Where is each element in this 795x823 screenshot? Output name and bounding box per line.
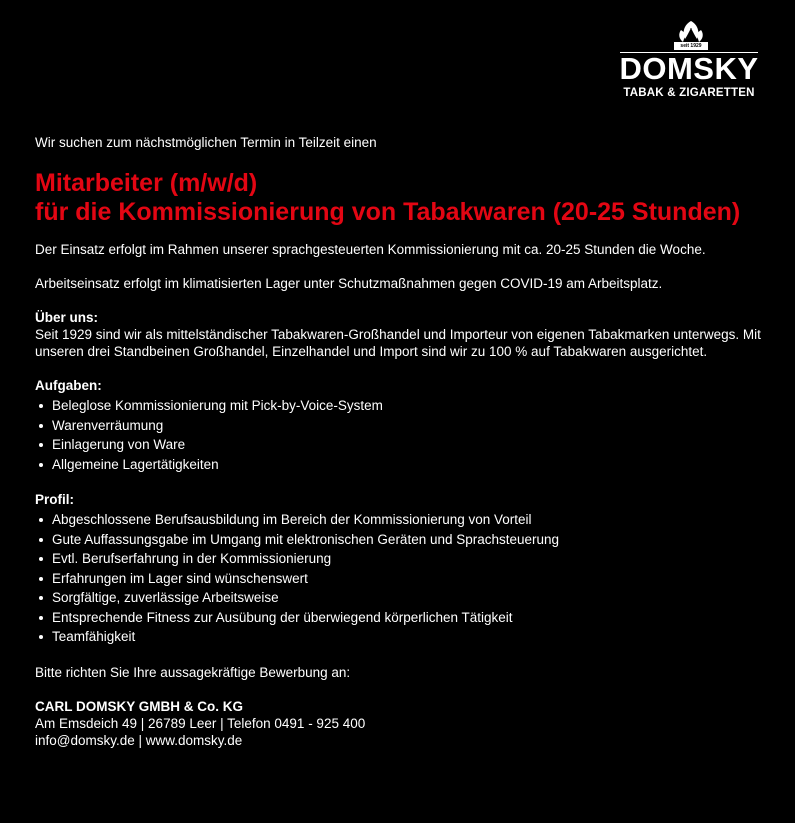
list-item: Teamfähigkeit — [52, 627, 765, 647]
list-item: Entsprechende Fitness zur Ausübung der überwiegend körperlichen Tätigkeit — [52, 608, 765, 628]
job-title-line-1: Mitarbeiter (m/w/d) — [35, 169, 258, 197]
job-ad-content — [35, 134, 765, 749]
job-title — [35, 169, 765, 227]
list-item: Warenverräumung — [52, 416, 765, 436]
einsatz-paragraph: Der Einsatz erfolgt im Rahmen unserer sprachgesteuerten Kommissionierung mit ca. 20-25 Stunden die Woche. — [35, 242, 706, 257]
company-address: Am Emsdeich 49 | 26789 Leer | Telefon 0491 - 925 400 — [35, 715, 366, 731]
job-title-line-2: für die Kommissionierung von Tabakwaren (20-25 Stunden) — [35, 198, 741, 226]
aufgaben-list — [35, 396, 765, 474]
logo-name: DOMSKY — [619, 51, 759, 86]
list-item: Gute Auffassungsgabe im Umgang mit elektronischen Geräten und Sprachsteuerung — [52, 530, 765, 550]
ueber-uns-text: Seit 1929 sind wir als mittelständischer Tabakwaren-Großhandel und Importeur von eigenen Tabakmarken unterwegs. Mit unseren drei Standbeinen Großhandel, Einzelhandel und Import sind wir zu 100 % auf Tabakwaren ausgerichtet. — [35, 327, 761, 359]
bewerbung-text: Bitte richten Sie Ihre aussagekräftige Bewerbung an: — [35, 664, 351, 680]
list-item: Allgemeine Lagertätigkeiten — [52, 455, 765, 475]
ueber-uns-title: Über uns: — [35, 310, 99, 325]
intro-text: Wir suchen zum nächstmöglichen Termin in Teilzeit einen — [35, 135, 377, 150]
logo-seit-badge: seit 1929 — [674, 42, 708, 50]
list-item: Erfahrungen im Lager sind wünschenswert — [52, 569, 765, 589]
list-item: Evtl. Berufserfahrung in der Kommissionierung — [52, 549, 765, 569]
logo-tagline: TABAK & ZIGARETTEN — [623, 87, 755, 99]
list-item: Beleglose Kommissionierung mit Pick-by-Voice-System — [52, 396, 765, 416]
company-name: CARL DOMSKY GMBH & Co. KG — [35, 698, 244, 714]
arbeitseinsatz-paragraph: Arbeitseinsatz erfolgt im klimatisierten Lager unter Schutzmaßnahmen gegen COVID-19 am Arbeitsplatz. — [35, 276, 663, 291]
list-item: Sorgfältige, zuverlässige Arbeitsweise — [52, 588, 765, 608]
list-item: Abgeschlossene Berufsausbildung im Bereich der Kommissionierung von Vorteil — [52, 510, 765, 530]
company-web: info@domsky.de | www.domsky.de — [35, 732, 243, 748]
profil-list — [35, 510, 765, 647]
aufgaben-title: Aufgaben: — [35, 378, 102, 393]
domsky-logo — [618, 18, 760, 102]
profil-title: Profil: — [35, 492, 74, 507]
list-item: Einlagerung von Ware — [52, 435, 765, 455]
